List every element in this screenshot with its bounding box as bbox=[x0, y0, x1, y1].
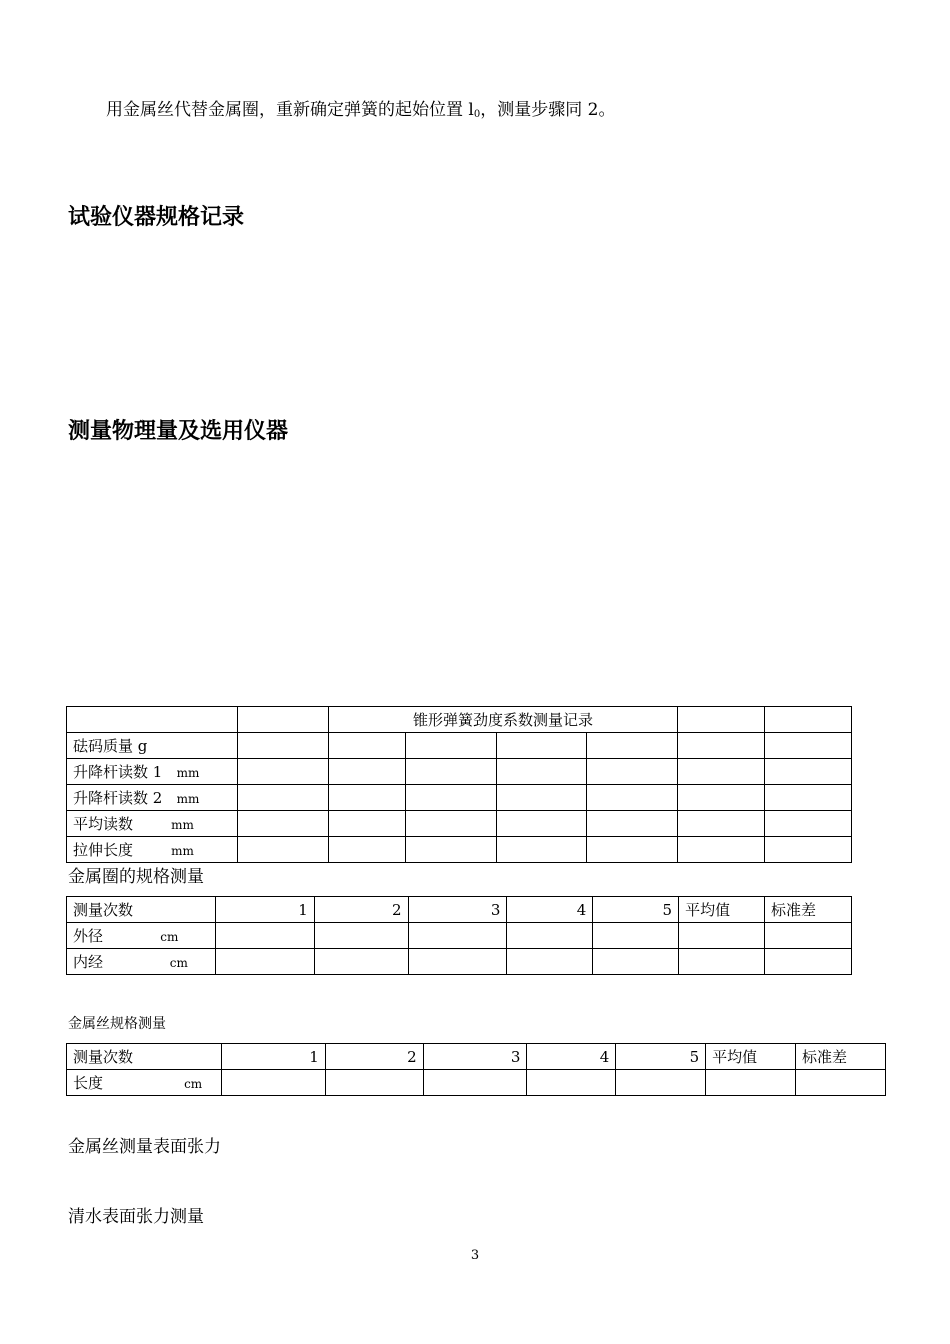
spring-table-title-row bbox=[67, 707, 852, 733]
header-cell-1: 1 bbox=[215, 897, 314, 923]
header-std-dev: 标准差 bbox=[765, 897, 852, 923]
table-cell bbox=[328, 785, 405, 811]
table-cell bbox=[237, 837, 328, 863]
header-cell-4: 4 bbox=[507, 897, 593, 923]
table-cell bbox=[215, 949, 314, 975]
table-cell bbox=[587, 811, 678, 837]
header-std-dev: 标准差 bbox=[796, 1044, 886, 1070]
table-cell bbox=[587, 759, 678, 785]
heading-measured-quantities: 测量物理量及选用仪器 bbox=[68, 419, 289, 444]
table-cell bbox=[237, 759, 328, 785]
table-cell bbox=[587, 733, 678, 759]
row-unit: mm bbox=[176, 766, 200, 780]
row-unit: cm bbox=[169, 956, 188, 970]
table-cell bbox=[237, 811, 328, 837]
ring-table bbox=[66, 896, 852, 975]
table-cell bbox=[616, 1070, 706, 1096]
table-cell bbox=[679, 949, 765, 975]
table-cell bbox=[328, 837, 405, 863]
table-cell bbox=[678, 733, 765, 759]
row-label-text: 砝码质量 g bbox=[73, 737, 148, 755]
row-label bbox=[67, 949, 216, 975]
table-cell bbox=[221, 1070, 325, 1096]
heading-instrument-record: 试验仪器规格记录 bbox=[68, 205, 245, 230]
table-cell bbox=[215, 923, 314, 949]
table-cell bbox=[405, 837, 496, 863]
table-row bbox=[67, 837, 852, 863]
table-row bbox=[67, 949, 852, 975]
table-cell bbox=[314, 949, 408, 975]
table-cell bbox=[765, 811, 852, 837]
header-cell-4: 4 bbox=[527, 1044, 616, 1070]
row-unit: mm bbox=[171, 844, 194, 858]
wire-table-header bbox=[67, 1044, 886, 1070]
table-cell bbox=[408, 923, 507, 949]
row-label-text: 平均读数 bbox=[73, 815, 134, 833]
table-cell bbox=[587, 837, 678, 863]
table-cell bbox=[237, 733, 328, 759]
row-label-text: 长度 bbox=[73, 1074, 104, 1092]
table-row bbox=[67, 733, 852, 759]
intro-text-before: 用金属丝代替金属圈，重新确定弹簧的起始位置 l bbox=[106, 100, 474, 120]
table-cell bbox=[507, 923, 593, 949]
table-cell bbox=[496, 733, 587, 759]
table-cell bbox=[405, 811, 496, 837]
header-label: 测量次数 bbox=[67, 897, 216, 923]
row-unit: mm bbox=[176, 792, 200, 806]
table-cell bbox=[796, 1070, 886, 1096]
row-label bbox=[67, 759, 238, 785]
row-label-text: 内经 bbox=[73, 953, 104, 971]
table-row bbox=[67, 923, 852, 949]
row-unit: cm bbox=[160, 930, 179, 944]
section-water-surface-tension: 清水表面张力测量 bbox=[68, 1207, 204, 1227]
table-cell bbox=[765, 707, 852, 733]
wire-table-caption: 金属丝规格测量 bbox=[68, 1016, 166, 1032]
row-label bbox=[67, 1070, 222, 1096]
table-cell bbox=[405, 759, 496, 785]
intro-subscript: 0 bbox=[473, 109, 481, 120]
table-cell bbox=[587, 785, 678, 811]
header-average: 平均值 bbox=[679, 897, 765, 923]
page-number: 3 bbox=[470, 1248, 480, 1263]
header-cell-5: 5 bbox=[593, 897, 679, 923]
header-cell-1: 1 bbox=[221, 1044, 325, 1070]
table-cell bbox=[328, 733, 405, 759]
header-cell-3: 3 bbox=[408, 897, 507, 923]
spring-table-title: 锥形弹簧劲度系数测量记录 bbox=[328, 707, 678, 733]
table-cell bbox=[423, 1070, 527, 1096]
intro-text-after: ，测量步骤同 2。 bbox=[480, 100, 616, 120]
row-label-text: 升降杆读数 2 bbox=[73, 789, 163, 807]
row-label bbox=[67, 811, 238, 837]
table-cell bbox=[678, 837, 765, 863]
table-cell bbox=[678, 811, 765, 837]
header-cell-2: 2 bbox=[325, 1044, 423, 1070]
table-cell bbox=[237, 707, 328, 733]
table-cell bbox=[765, 733, 852, 759]
table-cell bbox=[593, 923, 679, 949]
spring-table bbox=[66, 706, 852, 863]
table-cell bbox=[67, 707, 238, 733]
table-cell bbox=[496, 759, 587, 785]
header-average: 平均值 bbox=[706, 1044, 796, 1070]
intro-paragraph bbox=[106, 98, 615, 127]
table-cell bbox=[328, 811, 405, 837]
table-cell bbox=[679, 923, 765, 949]
table-row bbox=[67, 811, 852, 837]
table-cell bbox=[408, 949, 507, 975]
row-unit: cm bbox=[184, 1077, 203, 1091]
table-cell bbox=[765, 837, 852, 863]
ring-table-caption: 金属圈的规格测量 bbox=[68, 867, 204, 887]
row-label-text: 拉伸长度 bbox=[73, 841, 134, 859]
section-wire-surface-tension: 金属丝测量表面张力 bbox=[68, 1137, 221, 1157]
table-cell bbox=[325, 1070, 423, 1096]
table-cell bbox=[496, 837, 587, 863]
ring-table-header bbox=[67, 897, 852, 923]
row-label bbox=[67, 785, 238, 811]
table-cell bbox=[765, 949, 852, 975]
header-label: 测量次数 bbox=[67, 1044, 222, 1070]
row-label bbox=[67, 837, 238, 863]
table-cell bbox=[706, 1070, 796, 1096]
table-row bbox=[67, 1070, 886, 1096]
table-cell bbox=[237, 785, 328, 811]
table-cell bbox=[765, 785, 852, 811]
table-cell bbox=[765, 759, 852, 785]
row-label-text: 升降杆读数 1 bbox=[73, 763, 163, 781]
table-row bbox=[67, 759, 852, 785]
row-unit: mm bbox=[171, 818, 194, 832]
table-cell bbox=[678, 785, 765, 811]
table-cell bbox=[765, 923, 852, 949]
table-cell bbox=[328, 759, 405, 785]
header-cell-3: 3 bbox=[423, 1044, 527, 1070]
row-label bbox=[67, 923, 216, 949]
table-cell bbox=[678, 759, 765, 785]
table-cell bbox=[314, 923, 408, 949]
table-cell bbox=[678, 707, 765, 733]
table-row bbox=[67, 785, 852, 811]
header-cell-2: 2 bbox=[314, 897, 408, 923]
table-cell bbox=[593, 949, 679, 975]
table-cell bbox=[527, 1070, 616, 1096]
wire-table bbox=[66, 1043, 886, 1096]
table-cell bbox=[405, 785, 496, 811]
table-cell bbox=[507, 949, 593, 975]
table-cell bbox=[496, 785, 587, 811]
row-label bbox=[67, 733, 238, 759]
table-cell bbox=[496, 811, 587, 837]
table-cell bbox=[405, 733, 496, 759]
row-label-text: 外径 bbox=[73, 927, 104, 945]
header-cell-5: 5 bbox=[616, 1044, 706, 1070]
